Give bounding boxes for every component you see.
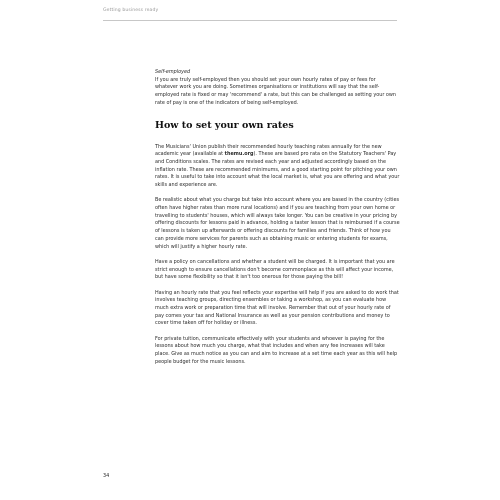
website-link[interactable]: themu.org xyxy=(224,151,254,158)
page-number: 34 xyxy=(103,473,110,479)
intro-paragraph: If you are truly self-employed then you should set your own hourly rates of pay or fees for whatever work you are doing. Sometimes organisations or institutions will say that the self-employed rate is fixed or may 'recommend' a rate, but this can be challenged as setting your own rate of pay is one of the indicators of being self-employed. xyxy=(155,76,396,106)
paragraph-hourly-rate: Having an hourly rate that you feel reflects your expertise will help if you are asked to do work that involves teaching groups, directing ensembles or taking a workshop, as you can evaluate how much extra work or preparation time that will involve. Remember that out of your hourly rate of pay comes your tax and National Insurance as well as your pension contributions and money to cover time taken off for holiday or illness. xyxy=(155,289,399,327)
header-divider xyxy=(103,20,397,21)
paragraph-realistic: Be realistic about what you charge but take into account where you are based in the country (cities often have higher rates than more rural locations) and if you are teaching from your own home or travelling to students' houses, which will always take longer. You can be creative in your pricing by offering discounts for lessons paid in advance, holding a taster lesson that is reimbursed if a course of lessons is taken up afterwards or offering discounts for families and friends. Think of how you can provide more services for parents such as obtaining music or entering students for exams, which will justify a higher hourly rate. xyxy=(155,197,400,250)
paragraph-private-tuition: For private tuition, communicate effectively with your students and whoever is paying for the lessons about how much you charge, what that includes and when any fee increases will take place. Give as much notice as you can and aim to increase at a set time each year as this will help people budget for the music lessons. xyxy=(155,335,398,365)
subheading: Self-employed xyxy=(155,69,191,75)
paragraph-rates-text-start: The Musicians' Union publish their recommended hourly teaching rates annually for the new academic year (available at xyxy=(155,143,382,158)
paragraph-rates-text-end: ). These are based pro rata on the Statutory Teachers' Pay and Conditions scales. The rates are revised each year and adjusted accordingly based on the inflation rate. These are recommended minimums, and a good starting point for pitching your own rates. It is useful to take into account what the local market is, what you are offering and what your skills and experience are. xyxy=(155,151,400,189)
running-header: Getting business ready xyxy=(103,8,159,13)
section-heading: How to set your own rates xyxy=(155,119,294,131)
paragraph-cancellations: Have a policy on cancellations and whether a student will be charged. It is important that you are strict enough to ensure cancellations don't become commonplace as this will affect your income, but have some flexibility so that it isn't too onerous for those paying the bill! xyxy=(155,258,395,281)
page-body xyxy=(155,69,400,374)
paragraph-rates xyxy=(155,144,400,190)
